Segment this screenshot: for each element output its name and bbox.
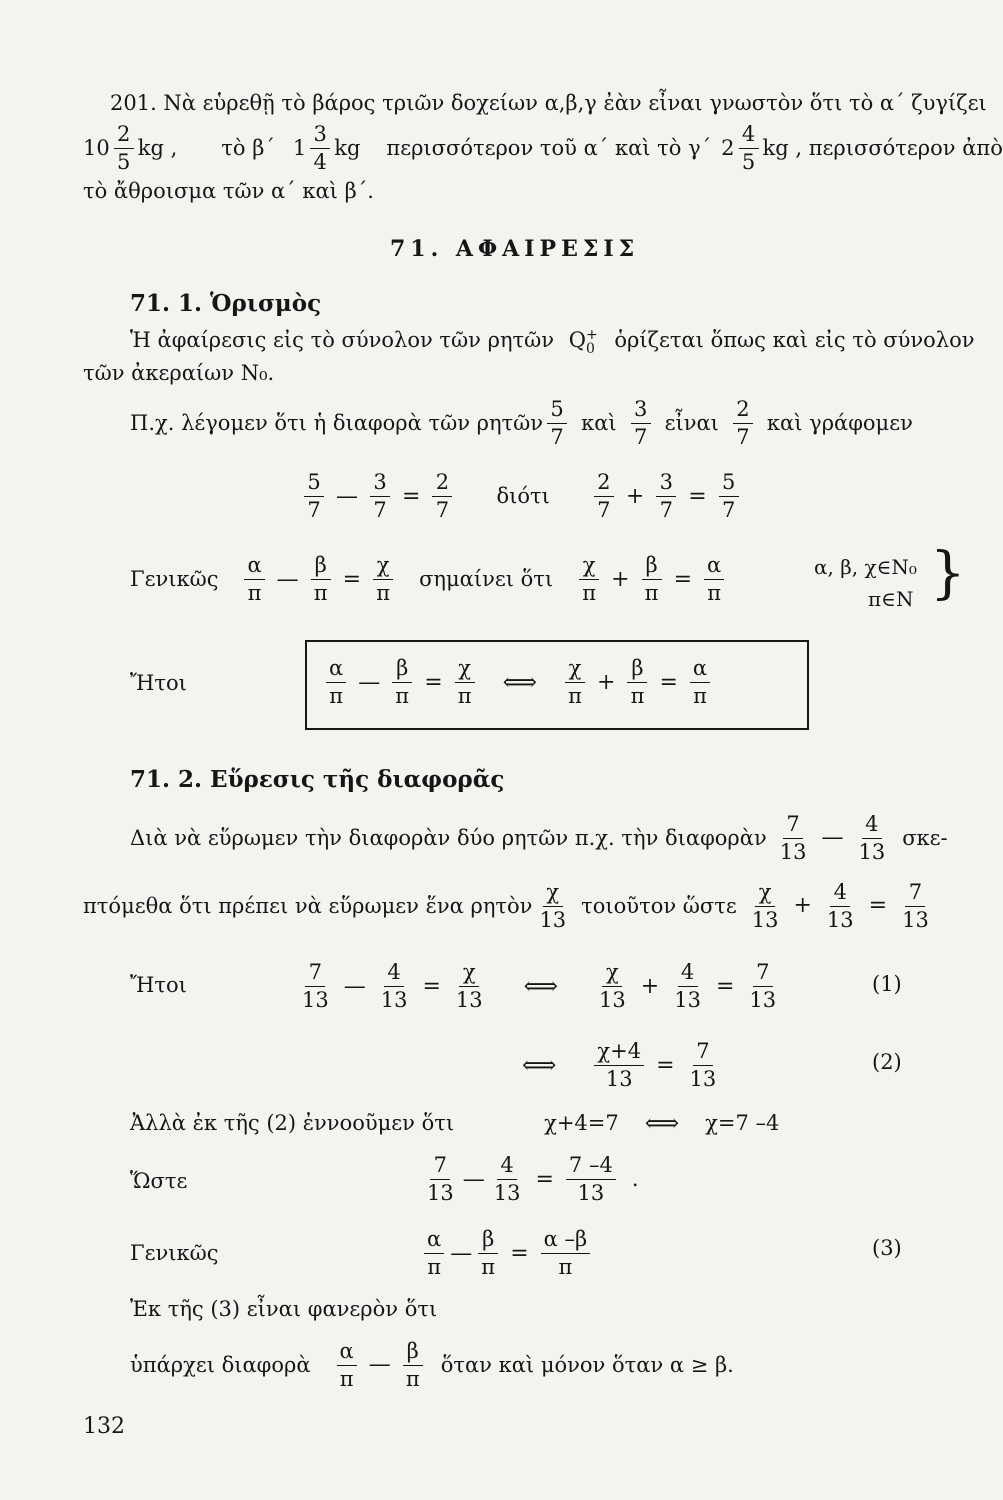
fraction: $\frac{7}{13}$ — [302, 959, 329, 1012]
fraction: $\frac{3}{7}$ — [656, 472, 676, 521]
definition-line1: Ἡ ἀφαίρεσις εἰς τὸ σύνολον τῶν ρητῶν Q + 0 ὁρίζεται ὅπως καὶ εἰς τὸ σύνολον — [130, 326, 975, 357]
fraction: $\frac{\chi}{\pi}$ — [455, 658, 475, 707]
fraction: $\frac{4}{5}$ — [739, 124, 759, 173]
fraction: $\frac{\chi+4}{13}$ — [594, 1041, 644, 1090]
equation-number-3: (3) — [872, 1236, 902, 1260]
brace: } — [930, 541, 966, 606]
fraction: $\frac{4}{13}$ — [858, 811, 886, 864]
condition-pi: π∈N — [868, 587, 914, 611]
fraction: $\frac{\beta}{\pi}$ — [627, 658, 647, 707]
generally-label-2: Γενικῶς — [130, 1241, 219, 1265]
equation-number-1: (1) — [872, 972, 902, 996]
fraction: $\frac{\chi}{\pi}$ — [565, 658, 585, 707]
fraction: $\frac{4}{13}$ — [380, 959, 408, 1012]
boxed-equation: $\frac{\alpha}{\pi}$ — $\frac{\beta}{\pi}$ = $\frac{\chi}{\pi}$ ⟺ $\frac{\chi}{\pi}$ + $\frac{\beta}{\pi}$ = $\frac{\alpha}{\pi}$ — [322, 651, 714, 713]
general-rule-line: Γενικῶς $\frac{\alpha}{\pi}$ — $\frac{\beta}{\pi}$ = $\frac{\chi}{\pi}$ σημαίνει ὅτι $\frac{\chi}{\pi}$ + $\frac{\beta}{\pi}$ = $\frac{\alpha}{\pi}$ — [130, 548, 728, 610]
fraction: $\frac{4}{13}$ — [674, 959, 701, 1012]
exists-line: ὑπάρχει διαφορὰ $\frac{\alpha}{\pi}$ — $\frac{\beta}{\pi}$ ὅταν καὶ μόνον ὅταν α ≥ β. — [130, 1338, 734, 1391]
fraction: $\frac{7}{13}$ — [427, 1152, 454, 1205]
fraction: $\frac{\beta}{\pi}$ — [642, 555, 662, 604]
hoste-equation: $\frac{7}{13}$ — $\frac{4}{13}$ = $\frac{7 -4}{13}$ . — [420, 1148, 639, 1210]
fraction: $\frac{\chi}{13}$ — [751, 879, 779, 932]
fraction: $\frac{\chi}{13}$ — [599, 959, 626, 1012]
fraction: $\frac{3}{4}$ — [310, 124, 330, 173]
fraction: $\frac{\beta}{\pi}$ — [478, 1229, 498, 1278]
fraction: $\frac{\chi}{13}$ — [539, 879, 567, 932]
fraction: $\frac{\beta}{\pi}$ — [392, 658, 412, 707]
fraction: $\frac{2}{7}$ — [432, 472, 452, 521]
from3-line: Ἐκ τῆς (3) εἶναι φανερὸν ὅτι — [130, 1297, 438, 1321]
finding-line2: πτόμεθα ὅτι πρέπει νὰ εὕρωμεν ἕνα ρητὸν $\frac{\chi}{13}$ τοιοῦτον ὥστε $\frac{\chi}{13}$ + $\frac{4}{13}$ = $\frac{7}{13}$ — [83, 876, 936, 936]
fraction: $\frac{\alpha}{\pi}$ — [244, 555, 264, 604]
fraction: $\frac{7}{13}$ — [749, 959, 777, 1012]
fraction: $\frac{\beta}{\pi}$ — [311, 555, 331, 604]
example-line: Π.χ. λέγομεν ὅτι ἡ διαφορὰ τῶν ρητῶν $\frac{5}{7}$ καὶ $\frac{3}{7}$ εἶναι $\frac{2}{7}$ καὶ γράφομεν — [130, 396, 913, 449]
fraction: $\frac{\alpha -\beta}{\pi}$ — [541, 1229, 591, 1278]
fraction: $\frac{7 -4}{13}$ — [566, 1155, 616, 1204]
equation-number-2: (2) — [872, 1050, 902, 1074]
fraction: $\frac{3}{7}$ — [631, 399, 651, 448]
fraction: $\frac{7}{13}$ — [779, 811, 807, 864]
subsection-title-definition: 71. 1. Ὁρισμὸς — [130, 290, 322, 317]
fraction: $\frac{\chi}{13}$ — [455, 959, 483, 1012]
fraction: $\frac{\beta}{\pi}$ — [403, 1341, 423, 1390]
hoste-label: Ὥστε — [130, 1169, 188, 1193]
fraction: $\frac{3}{7}$ — [370, 472, 390, 521]
equation-3: $\frac{\alpha}{\pi}$ — $\frac{\beta}{\pi}$ = $\frac{\alpha -\beta}{\pi}$ — [420, 1222, 594, 1284]
fraction: $\frac{5}{7}$ — [304, 472, 324, 521]
fraction: $\frac{7}{13}$ — [689, 1038, 717, 1091]
fraction: $\frac{\chi}{\pi}$ — [579, 555, 599, 604]
finding-line1: Διὰ νὰ εὕρωμεν τὴν διαφορὰν δύο ρητῶν π.χ. τὴν διαφορὰν $\frac{7}{13}$ — $\frac{4}{13}$ σκε- — [130, 811, 948, 864]
example-equation: $\frac{5}{7}$ — $\frac{3}{7}$ = $\frac{2}{7}$ διότι $\frac{2}{7}$ + $\frac{3}{7}$ = $\frac{5}{7}$ — [300, 465, 743, 527]
problem-201-line1: 201. Νὰ εὑρεθῇ τὸ βάρος τριῶν δοχείων α,β,γ ἐὰν εἶναι γνωστὸν ὅτι τὸ α΄ ζυγίζει — [110, 91, 987, 115]
problem-201-line3: τὸ ἄθροισμα τῶν α΄ καὶ β΄. — [83, 179, 374, 203]
fraction: $\frac{2}{5}$ — [114, 124, 134, 173]
fraction: $\frac{7}{13}$ — [902, 879, 929, 932]
equation-1: $\frac{7}{13}$ — $\frac{4}{13}$ = $\frac{\chi}{13}$ ⟺ $\frac{\chi}{13}$ + $\frac{4}{13}$ = $\frac{7}{13}$ — [295, 955, 783, 1017]
eitoi-label-2: Ἤτοι — [130, 973, 187, 997]
fraction: $\frac{\chi}{\pi}$ — [373, 555, 393, 604]
fraction: $\frac{5}{7}$ — [547, 399, 567, 448]
definition-line2: τῶν ἀκεραίων N₀. — [83, 361, 275, 385]
fraction: $\frac{\alpha}{\pi}$ — [704, 555, 724, 604]
page-number: 132 — [83, 1414, 125, 1439]
fraction: $\frac{4}{13}$ — [826, 879, 854, 932]
fraction: $\frac{\alpha}{\pi}$ — [424, 1229, 444, 1278]
fraction: $\frac{4}{13}$ — [493, 1152, 521, 1205]
subsection-title-finding: 71. 2. Εὕρεσις τῆς διαφορᾶς — [130, 766, 505, 793]
but-line: Ἀλλὰ ἐκ τῆς (2) ἐννοοῦμεν ὅτι χ+4=7 ⟺ χ=7 –4 — [130, 1109, 780, 1137]
equation-2: ⟺ $\frac{\chi+4}{13}$ = $\frac{7}{13}$ — [488, 1034, 723, 1096]
fraction: $\frac{\alpha}{\pi}$ — [337, 1341, 357, 1390]
fraction: $\frac{\alpha}{\pi}$ — [326, 658, 346, 707]
condition-naturals: α, β, χ∈N₀ — [814, 555, 917, 579]
fraction: $\frac{2}{7}$ — [733, 399, 753, 448]
fraction: $\frac{\alpha}{\pi}$ — [690, 658, 710, 707]
fraction: $\frac{5}{7}$ — [719, 472, 739, 521]
eitoi-label: Ἤτοι — [130, 671, 187, 695]
problem-201-line2: 10 $\frac{2}{5}$ kg , τὸ β΄ 1 $\frac{3}{4}$ kg περισσότερον τοῦ α΄ καὶ τὸ γ΄ 2 $\frac{4}{5}$ kg , περισσότερον ἀπὸ — [83, 121, 1003, 174]
section-title: 71. ΑΦΑΙΡΕΣΙΣ — [390, 236, 640, 262]
fraction: $\frac{2}{7}$ — [594, 472, 614, 521]
